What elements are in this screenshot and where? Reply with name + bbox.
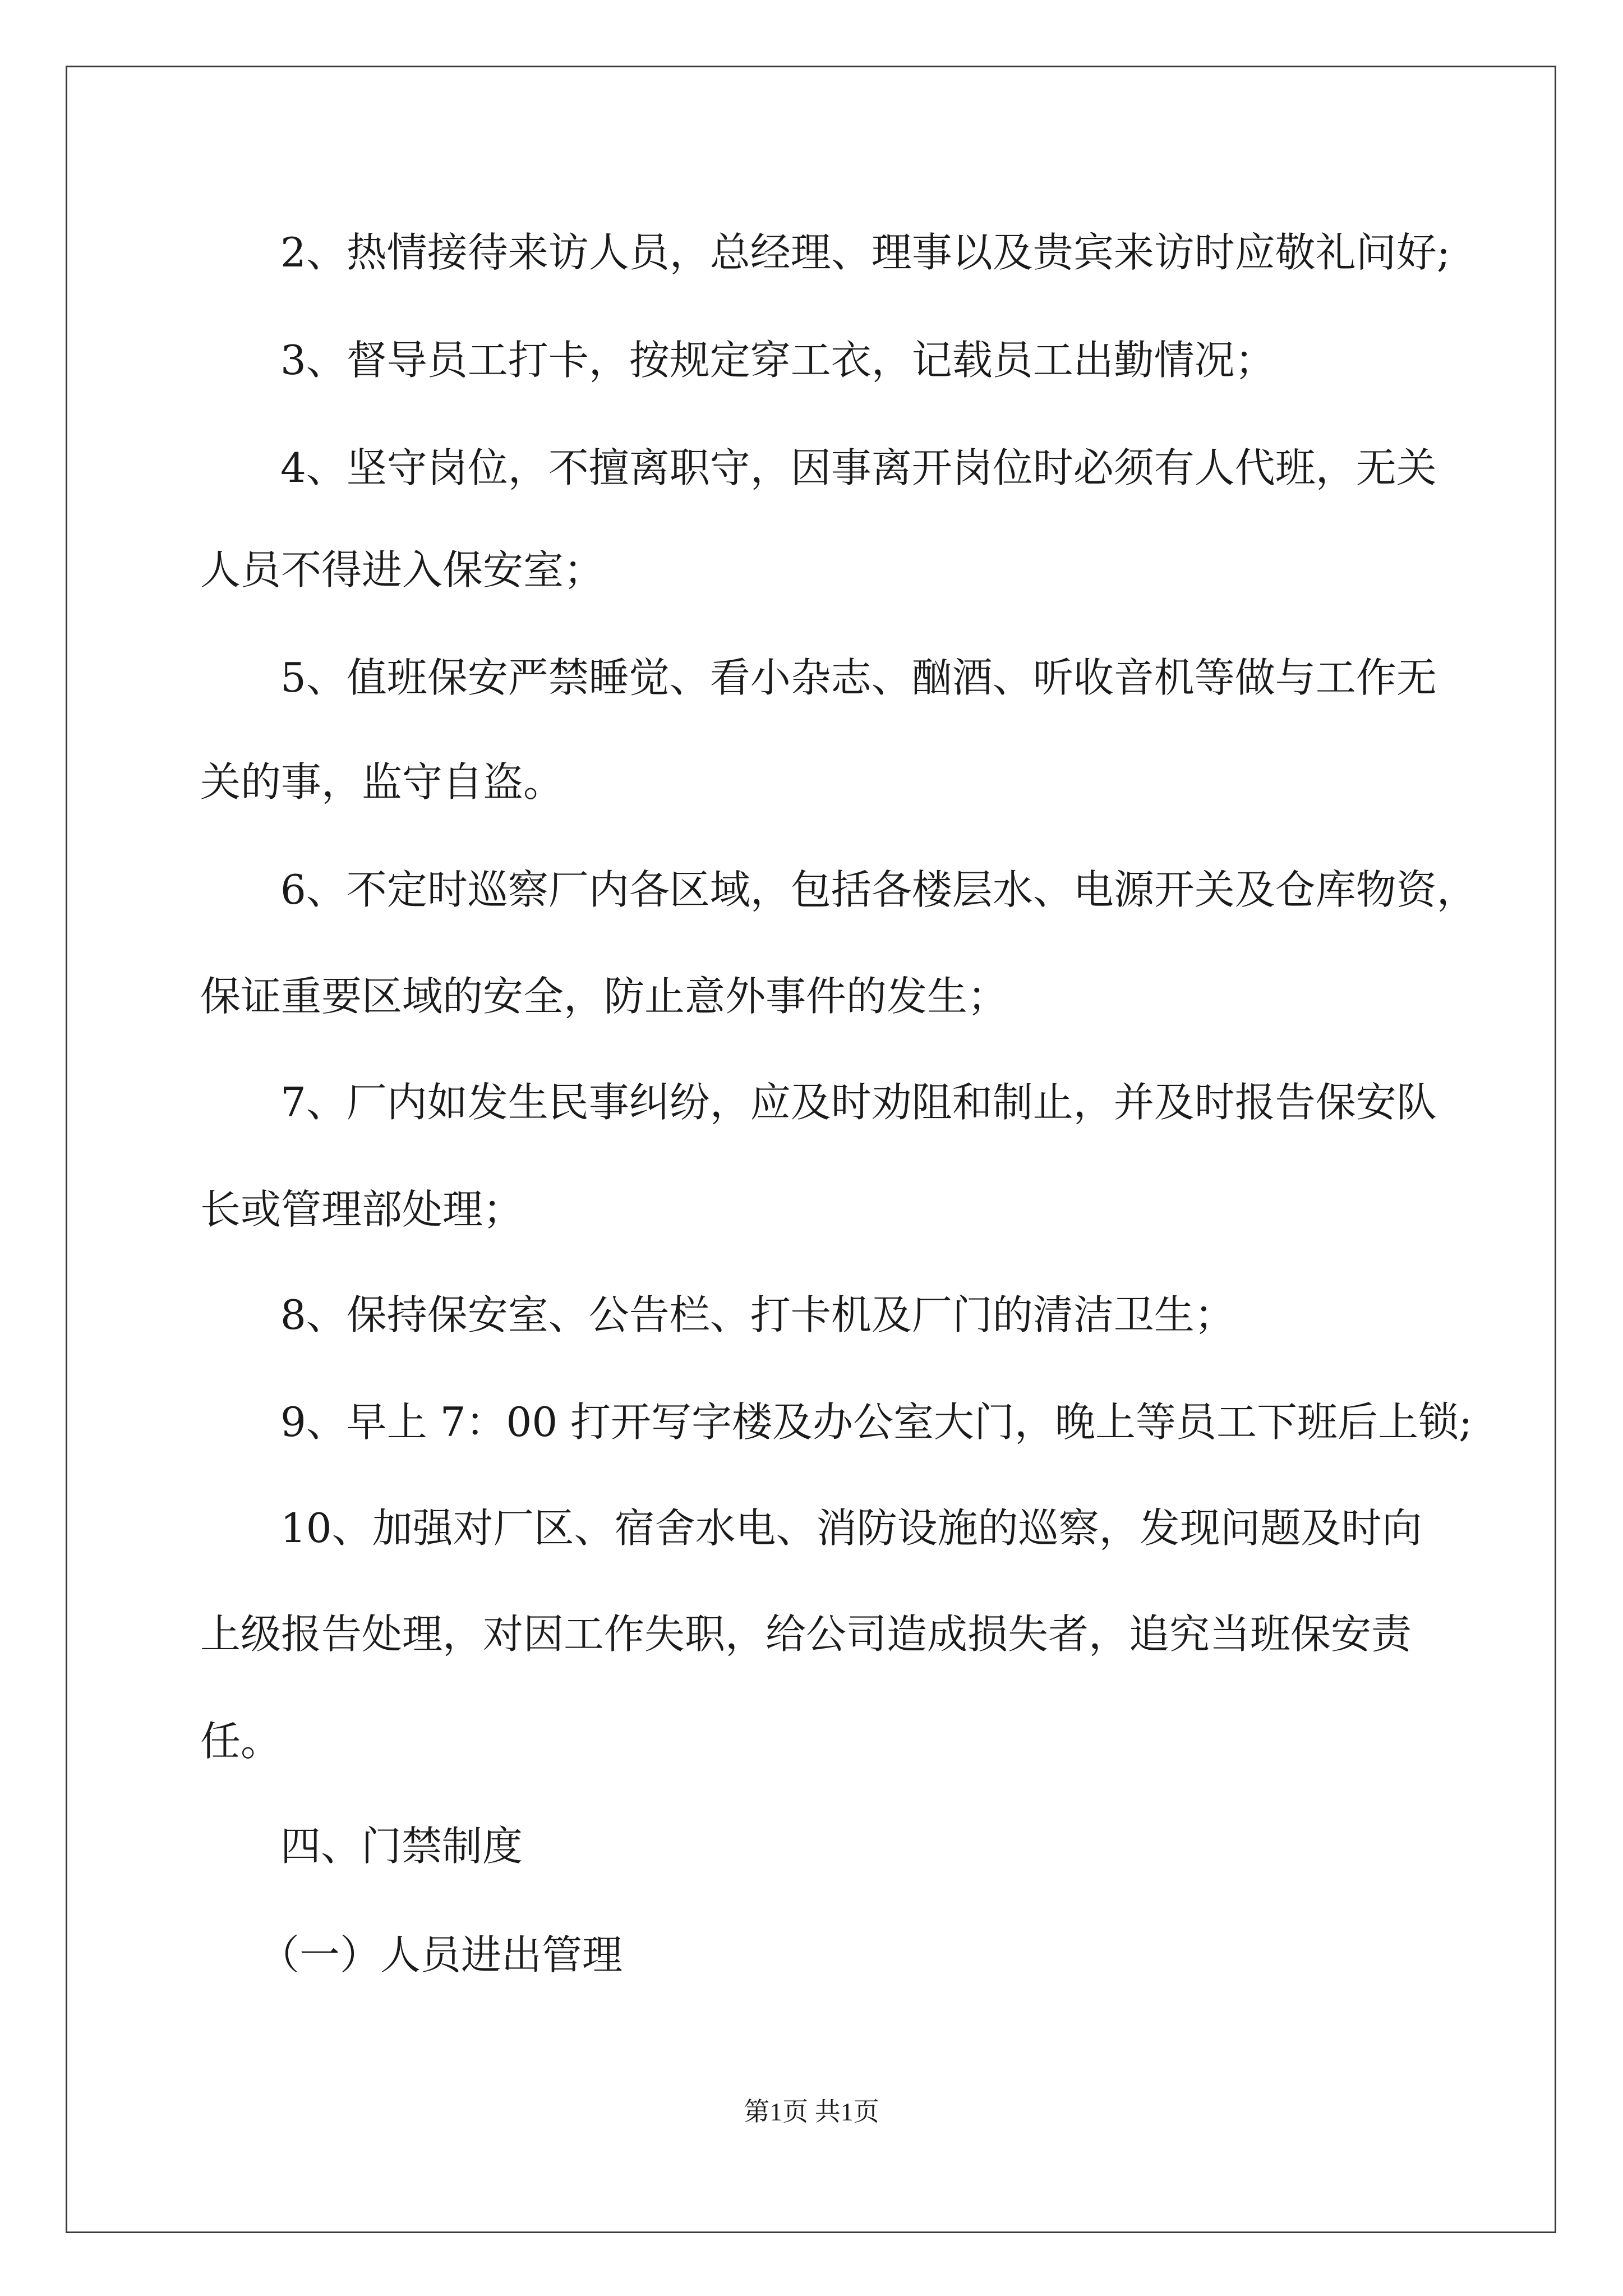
paragraph-line: 6、不定时巡察厂内各区域，包括各楼层水、电源开关及仓库物资，: [280, 866, 1477, 913]
paragraph-line: 4、坚守岗位，不擅离职守，因事离开岗位时必须有人代班，无关: [280, 444, 1437, 491]
paragraph-line: 上级报告处理，对因工作失职，给公司造成损失者，追究当班保安责: [200, 1611, 1412, 1658]
paragraph-line: 9、早上 7：00 打开写字楼及办公室大门，晚上等员工下班后上锁;: [280, 1398, 1473, 1446]
paragraph-line: 8、保持保安室、公告栏、打卡机及厂门的清洁卫生；: [280, 1291, 1235, 1338]
paragraph-line: 任。: [200, 1718, 282, 1765]
paragraph-line: 人员不得进入保安室；: [200, 546, 605, 593]
paragraph-line: 2、热情接待来访人员，总经理、理事以及贵宾来访时应敬礼问好;: [280, 229, 1451, 276]
paragraph-line: 保证重要区域的安全，防止意外事件的发生；: [200, 973, 1008, 1020]
paragraph-line: 长或管理部处理；: [200, 1186, 524, 1233]
section-heading: 四、门禁制度: [280, 1823, 523, 1870]
paragraph-line: 5、值班保安严禁睡觉、看小杂志、酗酒、听收音机等做与工作无: [280, 654, 1437, 701]
paragraph-line: 7、厂内如发生民事纠纷，应及时劝阻和制止，并及时报告保安队: [280, 1079, 1437, 1126]
page-border: [66, 66, 1556, 2233]
paragraph-line: 3、督导员工打卡，按规定穿工衣，记载员工出勤情况；: [280, 337, 1275, 384]
paragraph-line: 10、加强对厂区、宿舍水电、消防设施的巡察，发现问题及时向: [280, 1504, 1422, 1552]
page-footer: 第1页 共1页: [744, 2097, 879, 2126]
paragraph-line: 关的事，监守自盗。: [200, 758, 564, 806]
subsection-heading: （一）人员进出管理: [259, 1931, 623, 1978]
